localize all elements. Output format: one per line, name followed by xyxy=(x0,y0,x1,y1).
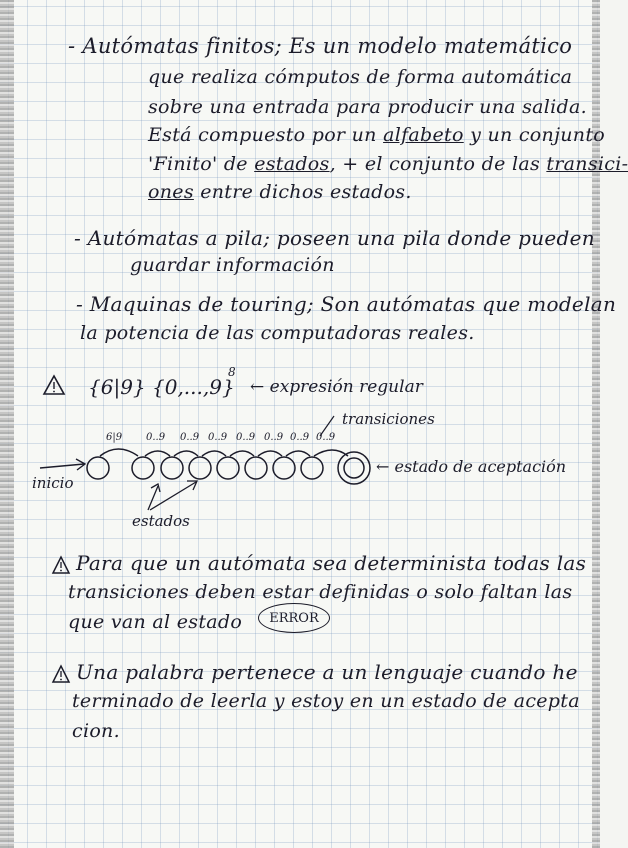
deterministic-line-2: transiciones deben estar definidas o solo faltan las xyxy=(68,581,573,603)
finite-line-5-mid: , + el conjunto de las xyxy=(329,153,541,175)
states-pointer xyxy=(148,481,197,510)
transitions-term: transici- xyxy=(546,153,628,175)
accept-annotation: ← estado de aceptación xyxy=(376,457,567,476)
state-4 xyxy=(217,457,239,479)
transition-label-5: 0..9 xyxy=(236,432,256,443)
finite-line-6-suffix: entre dichos estados. xyxy=(200,181,412,203)
pushdown-line-1: - Autómatas a pila; poseen una pila donde pueden xyxy=(74,226,595,250)
transition-label-4: 0..9 xyxy=(208,432,228,443)
warning-icon xyxy=(44,376,64,394)
transition-arc-4 xyxy=(202,451,226,456)
regular-expression: {6|9} {0,...,9} xyxy=(88,375,235,399)
deterministic-line-3: que van al estado xyxy=(68,611,243,633)
error-state-label: ERROR xyxy=(269,610,319,626)
deterministic-line-1: Para que un autómata sea determinista todas las xyxy=(76,551,587,575)
transition-label-6: 0..9 xyxy=(264,432,284,443)
state-1 xyxy=(132,457,154,479)
error-state-badge xyxy=(258,603,330,633)
states-label: estados xyxy=(132,512,190,530)
transition-label-7: 0..9 xyxy=(290,432,310,443)
accepting-state-inner xyxy=(344,458,364,478)
transition-arc-8 xyxy=(314,450,348,456)
finite-line-4-suffix: y un conjunto xyxy=(470,124,606,146)
warning-icon xyxy=(52,556,70,574)
start-label: inicio xyxy=(32,474,74,492)
finite-line-4 xyxy=(148,124,605,146)
word-line-2: terminado de leerla y estoy en un estado de acepta xyxy=(72,690,580,712)
states-term: estados xyxy=(254,153,330,175)
expression-annotation: ← expresión regular xyxy=(250,377,423,397)
state-0 xyxy=(87,457,109,479)
expression-exponent: 8 xyxy=(228,365,236,379)
transition-arc-3 xyxy=(174,451,198,456)
finite-line-5 xyxy=(148,153,628,175)
transition-label-2: 0..9 xyxy=(146,432,166,443)
finite-line-6 xyxy=(148,181,412,203)
state-chain xyxy=(87,449,370,484)
word-line-1: Una palabra pertenece a un lenguaje cuando he xyxy=(76,660,578,684)
transition-arc-1 xyxy=(100,449,138,456)
finite-line-3: sobre una entrada para producir una salida. xyxy=(148,96,587,118)
alphabet-term: alfabeto xyxy=(383,124,464,146)
state-5 xyxy=(245,457,267,479)
pushdown-line-2: guardar información xyxy=(130,254,335,276)
warning-icon xyxy=(52,665,70,683)
accepting-state-outer xyxy=(338,452,370,484)
transitions-label: transiciones xyxy=(342,410,435,428)
word-line-3: cion. xyxy=(72,720,120,742)
transition-labels xyxy=(106,432,336,443)
state-7 xyxy=(301,457,323,479)
automaton-diagram xyxy=(0,360,600,540)
transition-arc-2 xyxy=(145,451,170,456)
finite-line-5-prefix: 'Finito' de xyxy=(148,153,248,175)
transition-arc-7 xyxy=(286,451,310,456)
turing-line-1: - Maquinas de touring; Son autómatas que modelan xyxy=(76,292,617,316)
transition-arc-5 xyxy=(230,451,254,456)
transition-label-1: 6|9 xyxy=(106,432,123,443)
transition-label-8: 0..9 xyxy=(316,432,336,443)
state-2 xyxy=(161,457,183,479)
transition-label-3: 0..9 xyxy=(180,432,200,443)
start-arrow xyxy=(40,459,85,470)
finite-line-1: - Autómatas finitos; Es un modelo matemático xyxy=(68,34,573,58)
turing-line-2: la potencia de las computadoras reales. xyxy=(80,322,475,344)
state-3 xyxy=(189,457,211,479)
finite-line-2: que realiza cómputos de forma automática xyxy=(148,66,573,88)
transition-arc-6 xyxy=(258,451,282,456)
finite-line-4-prefix: Está compuesto por un xyxy=(148,124,377,146)
state-6 xyxy=(273,457,295,479)
transitions-term-end: ones xyxy=(148,181,194,203)
